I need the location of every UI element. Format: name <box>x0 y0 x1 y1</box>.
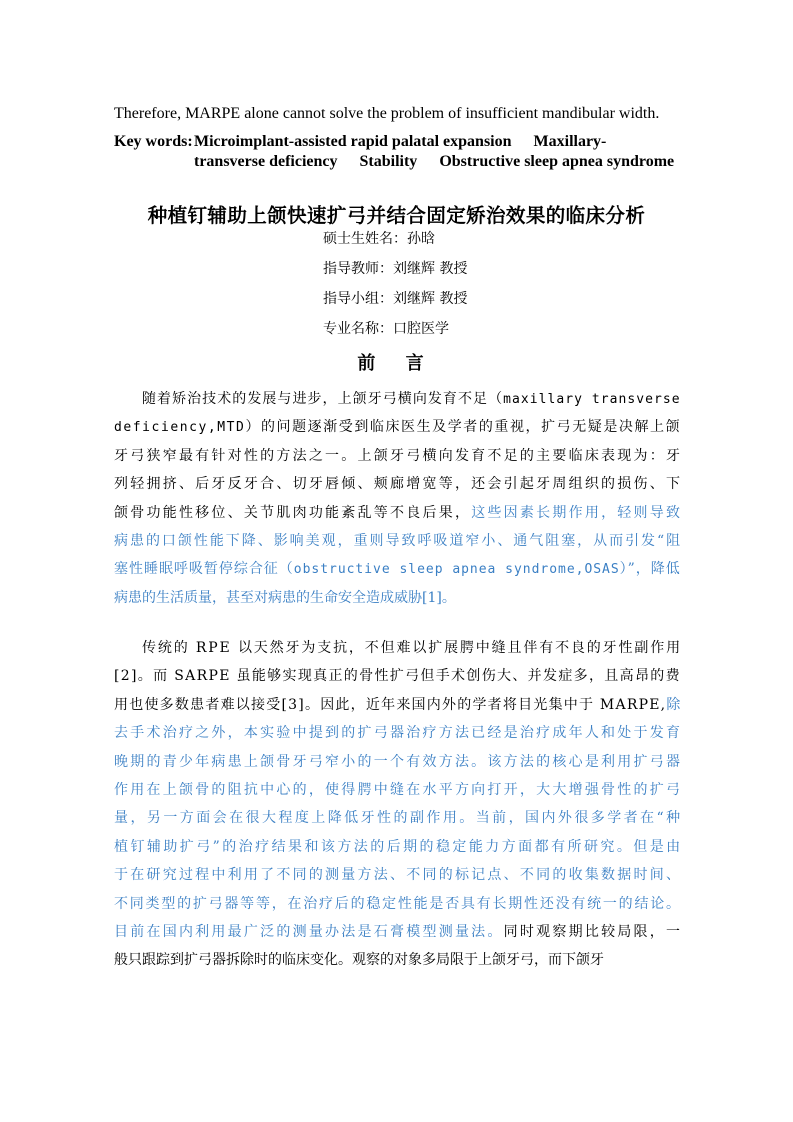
paragraph-line <box>114 808 683 828</box>
paragraph-line <box>142 638 682 658</box>
paragraph-line <box>114 531 682 551</box>
paragraph-line <box>114 666 681 686</box>
paragraph-line <box>114 780 682 800</box>
highlighted-text: obstructive sleep apnea syndrome,OSAS <box>293 562 620 577</box>
highlighted-text: 塞性睡眠呼吸暂停综合征（ <box>114 561 294 577</box>
paragraph-line <box>114 894 682 914</box>
keywords-line-2 <box>194 153 696 171</box>
keyword: Stability <box>359 153 418 170</box>
highlighted-text: ）”，降低 <box>619 561 681 577</box>
text-run: 用也使多数患者难以接受[3]。因此，近年来国内外的学者将目光集中于 MARPE, <box>114 697 667 713</box>
paragraph-line <box>114 446 682 466</box>
advisory-group: 指导小组：刘继辉 教授 <box>323 291 468 307</box>
student-name: 硕士生姓名：孙晗 <box>323 231 435 247</box>
text-run: 列轻拥挤、后牙反牙合、切牙唇倾、颊廊增宽等，还会引起牙周组织的损伤、下 <box>114 476 683 492</box>
keyword: Microimplant-assisted rapid palatal expansion <box>194 133 512 150</box>
highlighted-text: 病患的生活质量，甚至对病患的生命安全造成威胁[1]。 <box>114 590 456 606</box>
text-run: 牙弓狭窄最有针对性的方法之一。上颌牙弓横向发育不足的主要临床表现为：牙 <box>114 448 683 464</box>
paragraph-line <box>114 474 682 494</box>
text-run: 般只跟踪到扩弓器拆除时的临床变化。观察的对象多局限于上颌牙弓，而下颌牙 <box>114 952 604 968</box>
text-run: deficiency,MTD <box>114 420 246 435</box>
paragraph-line <box>142 389 681 409</box>
advisor: 指导教师：刘继辉 教授 <box>323 261 468 277</box>
text-run: 随着矫治技术的发展与进步，上颌牙弓横向发育不足（ <box>142 391 504 407</box>
section-heading-preface: 前 言 <box>357 353 436 374</box>
highlighted-text: 去手术治疗之外，本实验中提到的扩弓器治疗方法已经是治疗成年人和处于发育 <box>114 725 683 741</box>
paragraph-line <box>114 723 682 743</box>
text-run: 同时观察期比较局限，一 <box>503 924 683 940</box>
highlighted-text: 这些因素长期作用，轻则导致 <box>471 505 683 521</box>
major: 专业名称：口腔医学 <box>323 321 449 337</box>
highlighted-text: 目前在国内利用最广泛的测量办法是石膏模型测量法。 <box>114 924 504 940</box>
highlighted-text: 植钉辅助扩弓”的治疗结果和该方法的后期的稳定能力方面都有所研究。但是由 <box>114 839 683 855</box>
thesis-title: 种植钉辅助上颌快速扩弓并结合固定矫治效果的临床分析 <box>147 204 646 227</box>
paragraph-line <box>114 922 682 942</box>
highlighted-text: 病患的口颌性能下降、影响美观，重则导致呼吸道窄小、通气阻塞，从而引发“阻 <box>114 533 683 549</box>
paragraph-line <box>114 752 682 772</box>
paragraph-line <box>114 588 456 608</box>
text-run: [2]。而 SARPE 虽能够实现真正的骨性扩弓但手术创伤大、并发症多，且高昂的费 <box>114 668 681 684</box>
text-run: maxillary transverse <box>503 392 681 407</box>
paragraph-line <box>114 865 682 885</box>
paragraph-line <box>114 559 681 579</box>
keyword: Obstructive sleep apnea syndrome <box>439 153 675 170</box>
keyword: transverse deficiency <box>194 153 338 170</box>
keywords-block <box>114 133 675 170</box>
paragraph-line <box>114 417 681 437</box>
paragraph-line <box>114 950 604 970</box>
text-run: 颌骨功能性移位、关节肌肉功能紊乱等不良后果， <box>114 505 472 521</box>
paragraph-line <box>114 837 683 857</box>
highlighted-text: 不同类型的扩弓器等等，在治疗后的稳定性能是否具有长期性还没有统一的结论。 <box>114 896 682 912</box>
keywords-line-1 <box>194 133 628 151</box>
keywords-label: Key words: <box>114 133 193 150</box>
highlighted-text: 除 <box>666 697 682 713</box>
paragraph-line <box>114 503 682 523</box>
text-run: ）的问题逐渐受到临床医生及学者的重视，扩弓无疑是决解上颌 <box>245 419 682 435</box>
highlighted-text: 于在研究过程中利用了不同的测量方法、不同的标记点、不同的收集数据时间、 <box>114 867 683 883</box>
highlighted-text: 量，另一方面会在很大程度上降低牙性的副作用。当前，国内外很多学者在“种 <box>114 810 683 826</box>
highlighted-text: 晚期的青少年病患上颌骨牙弓窄小的一个有效方法。该方法的核心是利用扩弓器 <box>114 754 683 770</box>
abstract-closing-sentence: Therefore, MARPE alone cannot solve the problem of insufficient mandibular width. <box>114 105 660 122</box>
text-run: 传统的 RPE 以天然牙为支抗，不但难以扩展腭中缝且伴有不良的牙性副作用 <box>142 640 682 656</box>
paragraph-line <box>114 695 682 715</box>
keyword: Maxillary- <box>533 133 607 150</box>
highlighted-text: 作用在上颌骨的阻抗中心的，使得腭中缝在水平方向打开，大大增强骨性的扩弓 <box>114 782 683 798</box>
